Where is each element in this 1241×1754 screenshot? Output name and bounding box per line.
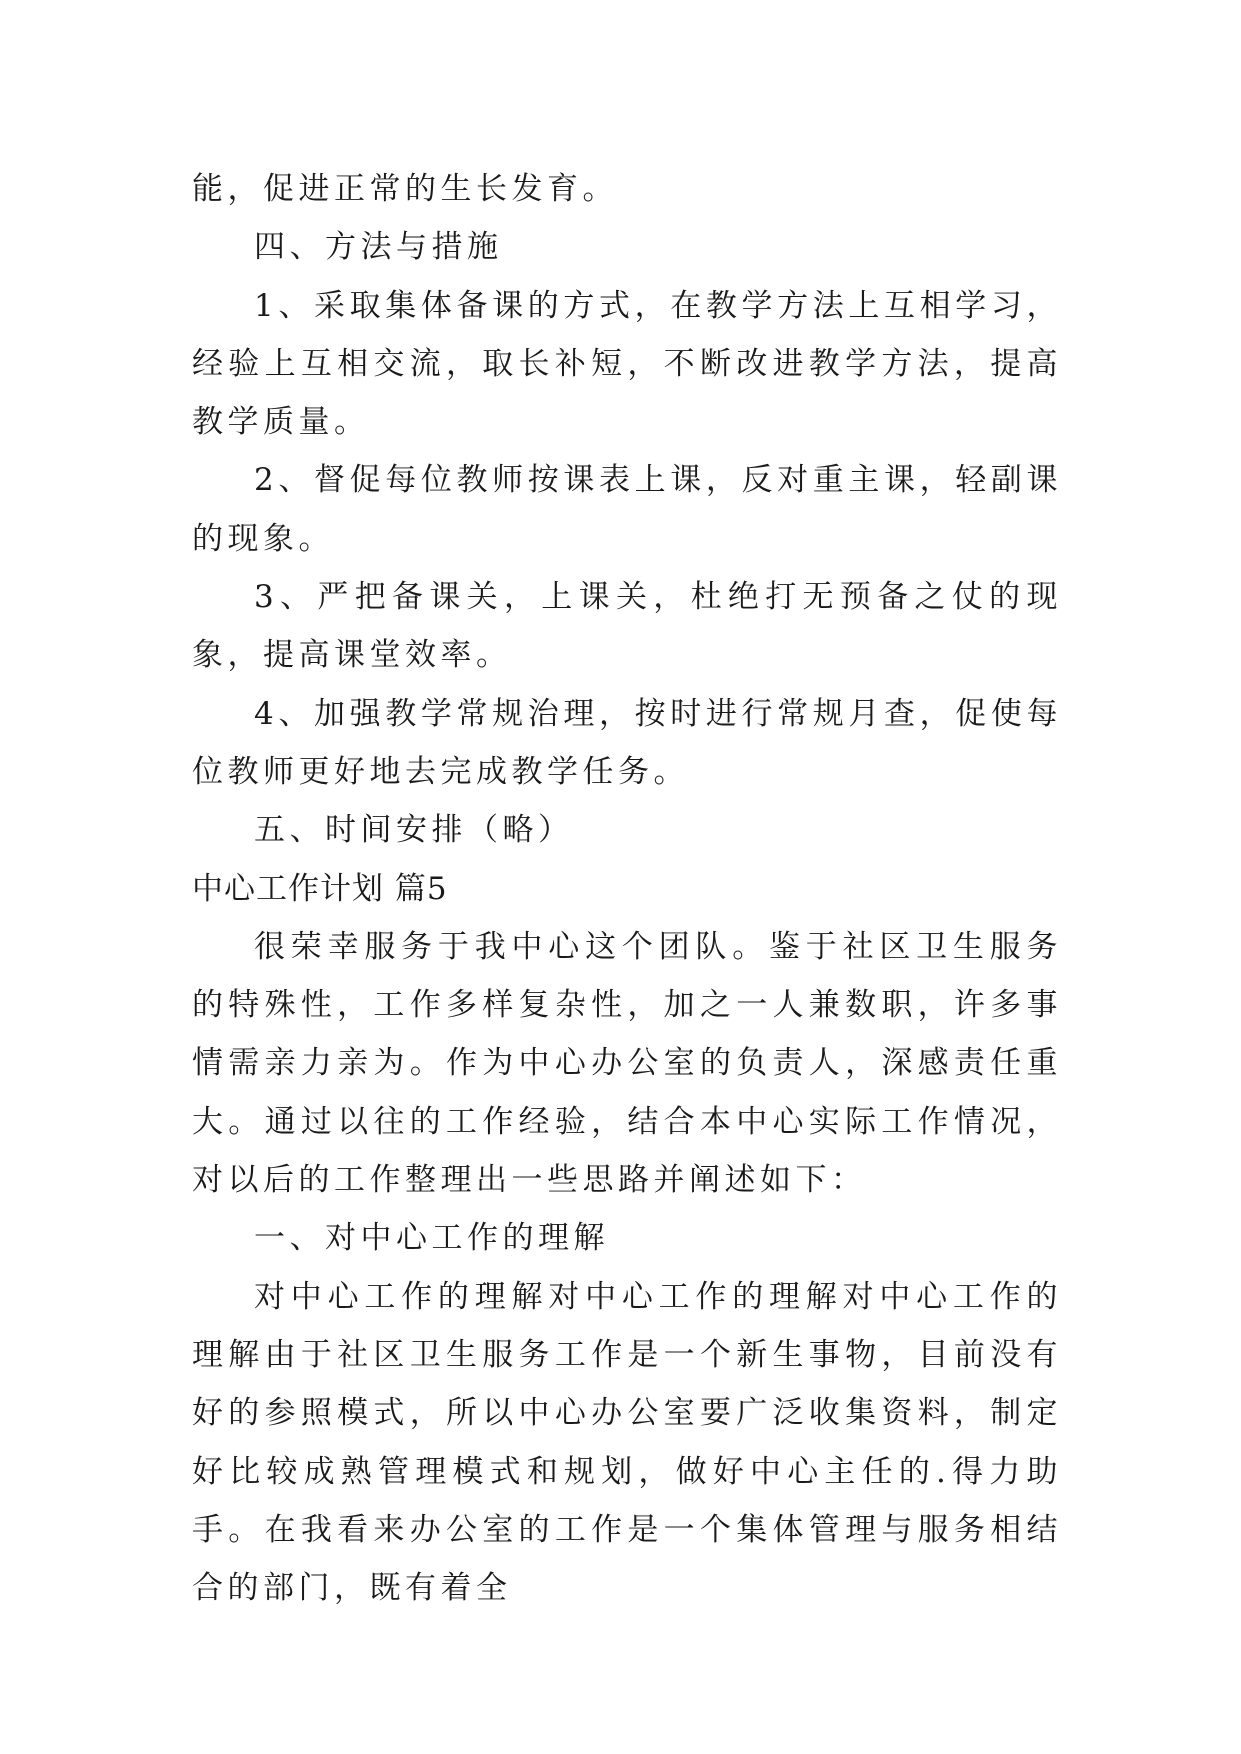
list-item: 1、采取集体备课的方式，在教学方法上互相学习，经验上互相交流，取长补短，不断改进教学方法，提高教学质量。 — [192, 287, 1062, 441]
section-heading: 五、时间安排（略） — [254, 812, 574, 849]
list-item: 4、加强教学常规治理，按时进行常规月查，促使每位教师更好地去完成教学任务。 — [192, 695, 1062, 790]
section-heading: 四、方法与措施 — [254, 229, 503, 266]
article-title: 中心工作计划 篇5 — [192, 870, 448, 907]
list-item: 2、督促每位教师按课表上课，反对重主课，轻副课的现象。 — [192, 462, 1062, 557]
list-item: 3、严把备课关，上课关，杜绝打无预备之仗的现象，提高课堂效率。 — [192, 579, 1062, 674]
document-body — [192, 160, 1062, 1617]
paragraph: 很荣幸服务于我中心这个团队。鉴于社区卫生服务的特殊性，工作多样复杂性，加之一人兼数职，许多事情需亲力亲为。作为中心办公室的负责人，深感责任重大。通过以往的工作经验，结合本中心实际工作情况，对以后的工作整理出一些思路并阐述如下： — [192, 928, 1062, 1199]
paragraph: 能，促进正常的生长发育。 — [192, 171, 618, 207]
paragraph: 对中心工作的理解对中心工作的理解对中心工作的理解由于社区卫生服务工作是一个新生事物，目前没有好的参照模式，所以中心办公室要广泛收集资料，制定好比较成熟管理模式和规划，做好中心主任的.得力助手。在我看来办公室的工作是一个集体管理与服务相结合的部门，既有着全 — [192, 1278, 1062, 1607]
section-heading: 一、对中心工作的理解 — [254, 1220, 609, 1257]
